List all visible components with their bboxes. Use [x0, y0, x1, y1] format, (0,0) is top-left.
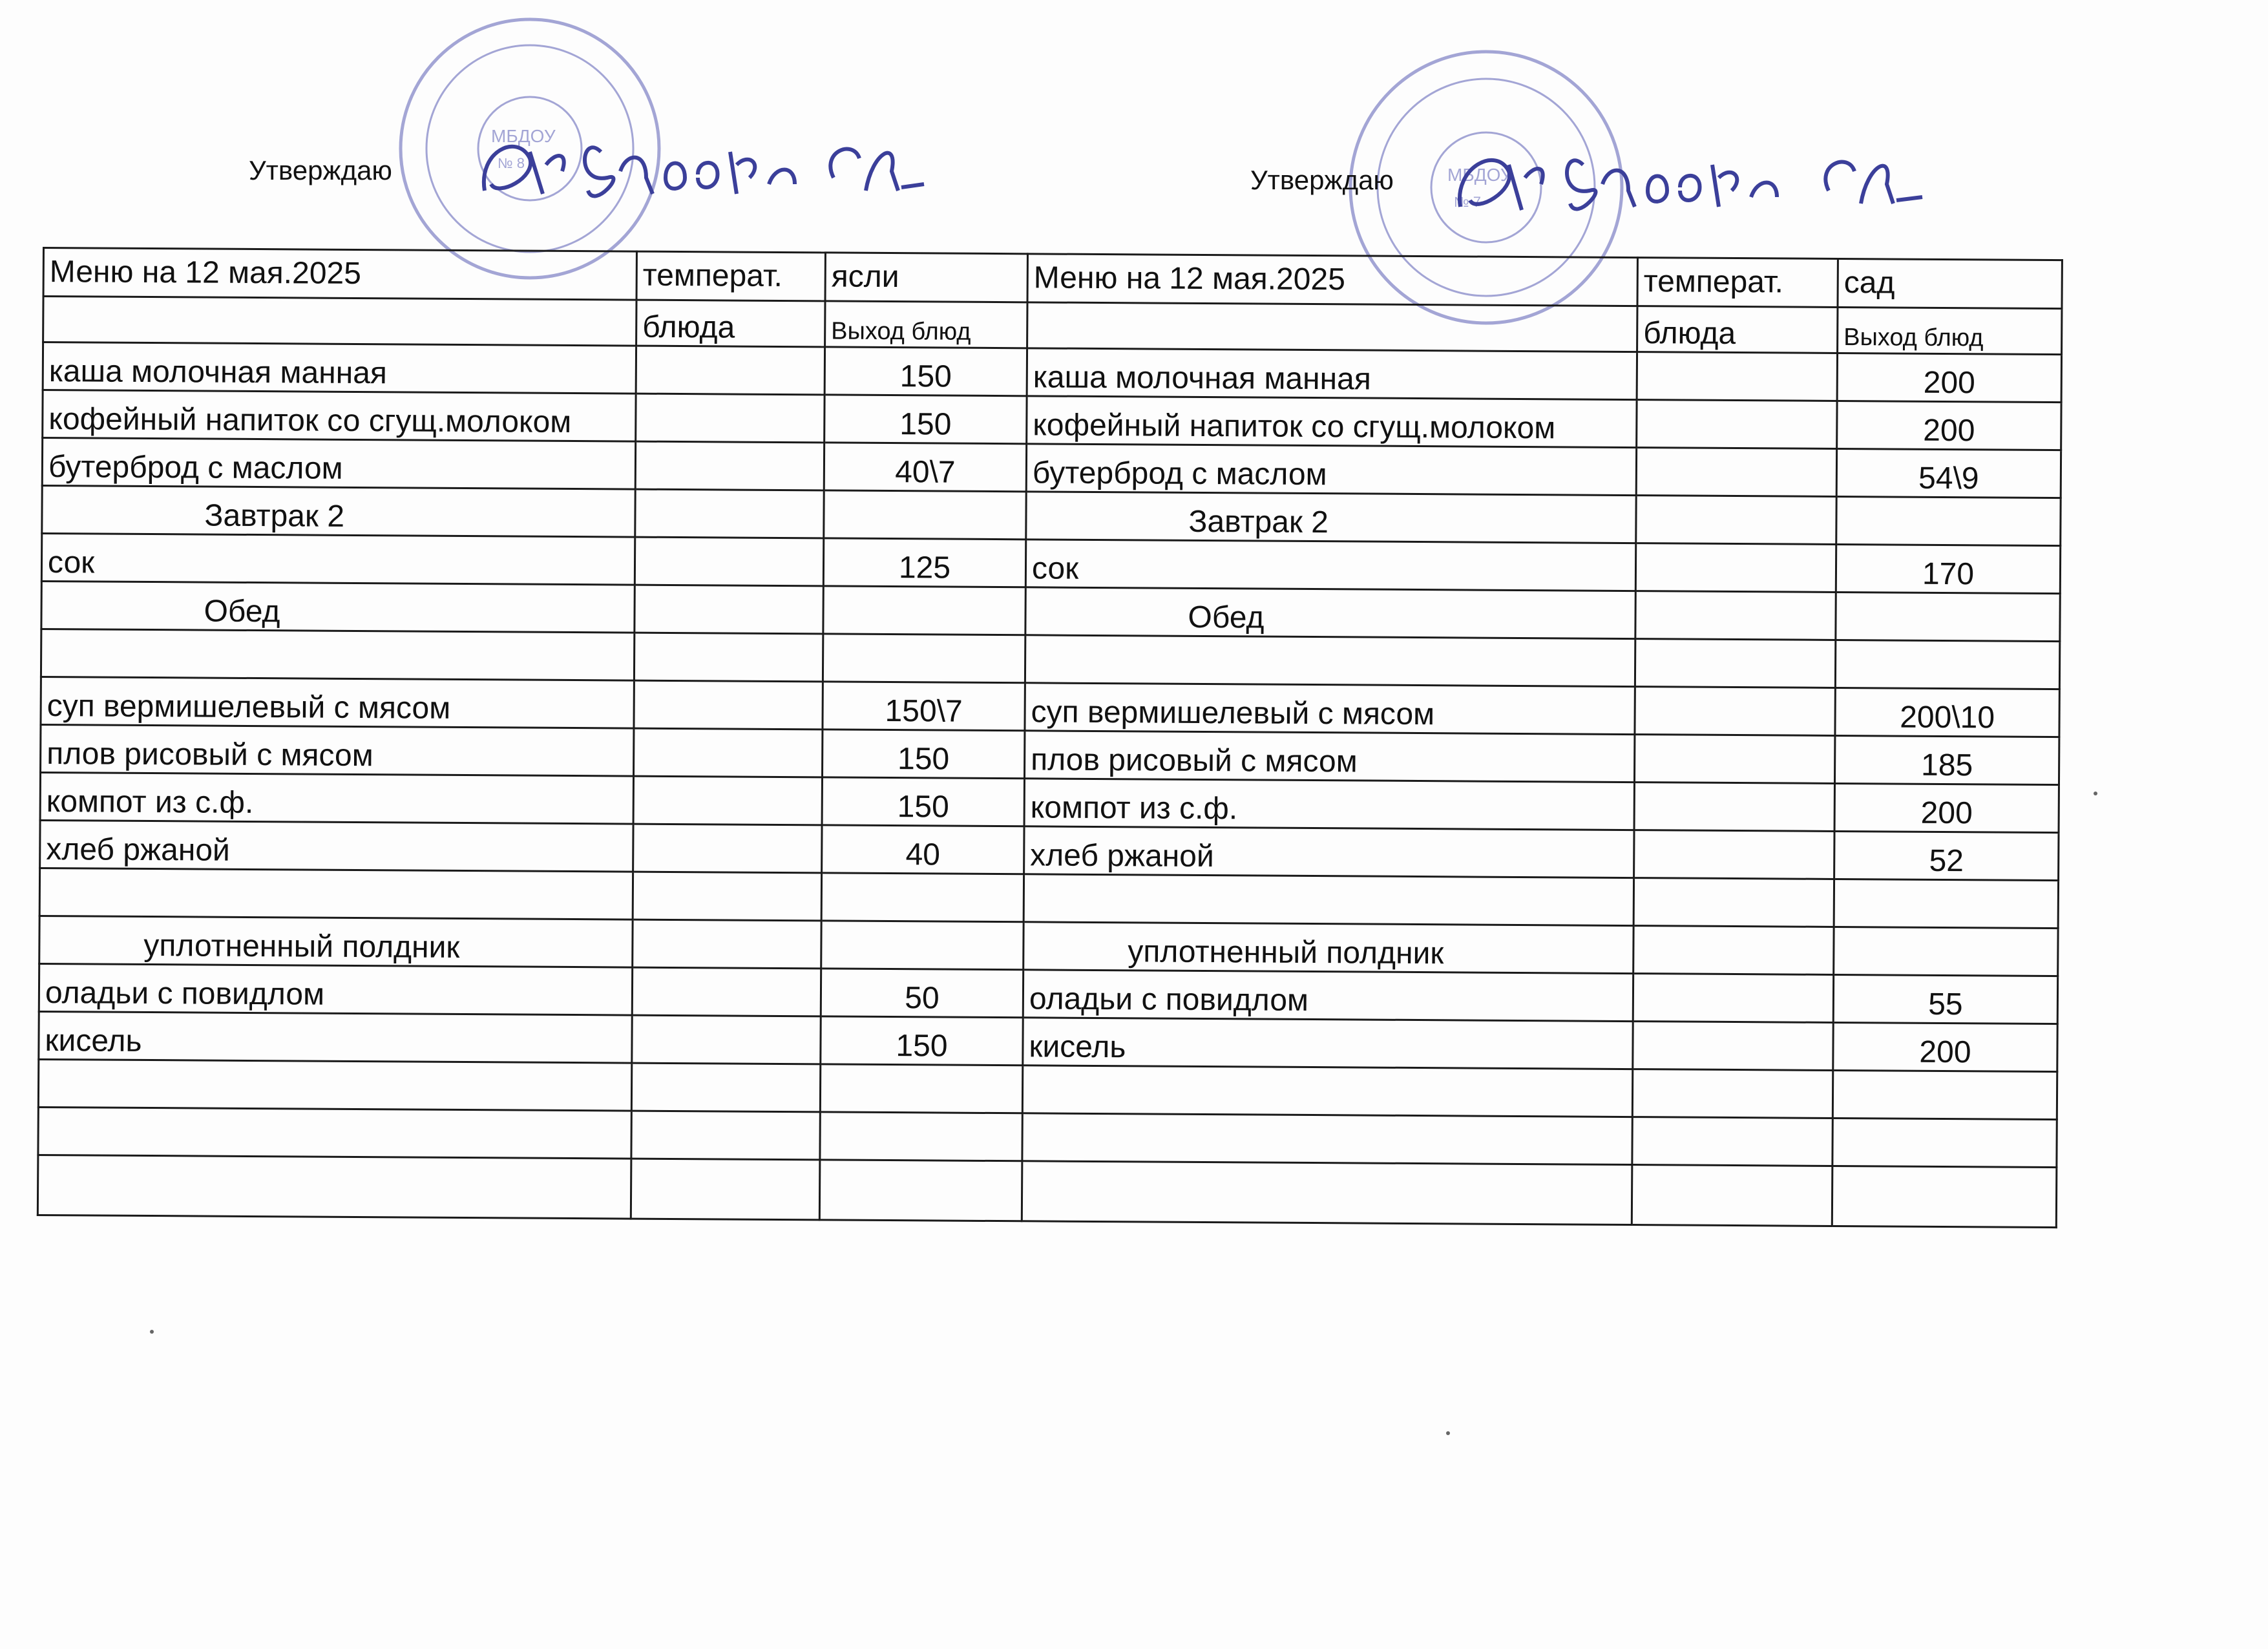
right-dish-temperature: [1633, 1022, 1833, 1071]
left-dish-output: 150\7: [823, 682, 1025, 731]
approve-right-label: Утверждаю: [1250, 165, 1394, 195]
right-dish-name: [1022, 1161, 1632, 1225]
right-dish-output: 185: [1834, 735, 2059, 784]
left-dish-output: 125: [823, 538, 1025, 587]
left-dish-name: [41, 629, 634, 680]
right-dish-temperature: [1636, 448, 1836, 497]
right-dish-output: 200: [1837, 401, 2061, 450]
signature-left: [472, 126, 937, 216]
right-dish-name: бутерброд с маслом: [1026, 444, 1636, 496]
left-dish-name: [38, 1107, 631, 1159]
left-dish-name: [39, 868, 633, 919]
left-dish-output: 50: [821, 969, 1023, 1018]
left-dish-output: 150: [821, 1016, 1023, 1066]
right-dish-name: кисель: [1023, 1018, 1633, 1069]
right-dish-output: 170: [1836, 544, 2060, 593]
right-dish-name: хлеб ржаной: [1024, 826, 1634, 878]
scan-speck: [1446, 1431, 1450, 1435]
left-dish-output: 150: [824, 347, 1027, 396]
right-dish-name: каша молочная манная: [1027, 348, 1637, 400]
right-dish-output: [1836, 496, 2061, 545]
right-dish-name: Завтрак 2: [1026, 492, 1636, 543]
scan-speck: [150, 1330, 154, 1334]
left-dish-output: [821, 873, 1024, 922]
left-dish-name: хлеб ржаной: [40, 820, 633, 872]
right-dish-output: 200: [1833, 1022, 2057, 1071]
left-dish-name: суп вермишелевый с мясом: [41, 677, 634, 728]
left-dish-temperature: [633, 872, 821, 921]
right-dish-temperature: [1634, 830, 1834, 879]
left-dish-name: кисель: [39, 1011, 632, 1063]
left-dish-temperature: [633, 824, 822, 873]
left-dish-temperature: [635, 441, 824, 490]
right-dish-output: [1834, 879, 2058, 928]
left-dish-temperature: [634, 728, 823, 777]
left-dish-output: 40\7: [824, 443, 1026, 492]
left-dish-output: [823, 586, 1025, 635]
right-dish-output: 54\9: [1836, 448, 2061, 498]
left-subheader-blank: [43, 297, 636, 346]
left-dish-temperature: [636, 394, 824, 443]
approve-left-label: Утверждаю: [249, 155, 392, 185]
right-dish-temperature: [1633, 974, 1833, 1023]
left-dish-name: каша молочная манная: [43, 342, 636, 394]
left-dish-output: 150: [824, 395, 1027, 444]
right-dish-output: [1836, 592, 2060, 641]
left-dish-name: кофейный напиток со сгущ.молоком: [43, 390, 636, 442]
svg-text:МБДОУ: МБДОУ: [1447, 165, 1512, 185]
left-dish-temperature: [634, 633, 823, 682]
svg-text:№ 8: № 8: [498, 155, 525, 171]
left-dish-output: [824, 490, 1026, 540]
left-dish-name: бутерброд с маслом: [42, 438, 635, 490]
right-dish-temperature: [1636, 496, 1836, 545]
right-title: Меню на 12 мая.2025: [1027, 254, 1637, 306]
left-dish-temperature: [631, 1159, 820, 1220]
right-dish-name: оладьи с повидлом: [1023, 970, 1633, 1022]
right-temp-header: температ.: [1637, 258, 1838, 308]
left-dish-name: [37, 1155, 631, 1219]
right-dish-name: [1024, 874, 1633, 926]
right-dish-name: сок: [1025, 540, 1635, 591]
table-row: [37, 1155, 2057, 1227]
left-dish-temperature: [632, 967, 821, 1016]
left-dish-temperature: [633, 776, 822, 825]
right-out-subheader: Выход блюд: [1838, 307, 2062, 354]
svg-text:№ 7: № 7: [1454, 194, 1481, 210]
right-dish-temperature: [1632, 1069, 1832, 1119]
right-dish-output: [1832, 1118, 2057, 1167]
left-dish-temperature: [635, 585, 823, 634]
right-dish-temperature: [1635, 639, 1835, 688]
left-dish-temperature: [633, 919, 821, 969]
left-dish-name: Завтрак 2: [42, 486, 635, 538]
right-dish-name: кофейный напиток со сгущ.молоком: [1027, 396, 1637, 448]
left-title: Меню на 12 мая.2025: [43, 248, 636, 300]
right-dish-name: Обед: [1025, 587, 1635, 639]
right-dish-temperature: [1637, 352, 1837, 401]
right-temp-subheader: блюда: [1637, 306, 1838, 353]
right-dish-output: 55: [1833, 974, 2057, 1024]
approve-right: [1250, 165, 1394, 196]
left-dish-name: сок: [41, 534, 635, 585]
left-dish-output: [821, 921, 1024, 970]
right-dish-temperature: [1632, 1117, 1832, 1166]
right-dish-temperature: [1634, 735, 1834, 784]
right-dish-name: [1022, 1066, 1632, 1117]
right-dish-output: [1832, 1166, 2057, 1227]
right-dish-temperature: [1634, 782, 1834, 832]
right-dish-name: суп вермишелевый с мясом: [1025, 683, 1635, 735]
left-temp-header: температ.: [636, 251, 825, 301]
right-dish-output: 52: [1834, 831, 2059, 880]
right-dish-temperature: [1635, 591, 1836, 640]
right-dish-temperature: [1632, 1165, 1832, 1226]
scan-speck: [2094, 792, 2097, 795]
right-dish-temperature: [1633, 926, 1834, 975]
right-dish-name: компот из с.ф.: [1024, 779, 1634, 830]
left-dish-temperature: [635, 537, 823, 586]
left-dish-output: [820, 1112, 1022, 1161]
left-dish-name: плов рисовый с мясом: [41, 724, 634, 776]
right-dish-output: 200: [1834, 783, 2059, 832]
right-dish-name: [1022, 1113, 1632, 1165]
left-dish-temperature: [635, 489, 824, 538]
right-dish-temperature: [1635, 543, 1836, 593]
left-dish-temperature: [631, 1111, 820, 1160]
left-dish-temperature: [631, 1063, 820, 1112]
right-dish-output: [1832, 1070, 2057, 1119]
right-dish-output: 200\10: [1835, 688, 2059, 737]
right-dish-temperature: [1635, 687, 1835, 736]
left-dish-output: [823, 634, 1025, 683]
signature-right: [1447, 136, 1938, 233]
left-dish-temperature: [632, 1015, 821, 1064]
left-dish-output: [819, 1160, 1022, 1221]
left-dish-name: компот из с.ф.: [40, 772, 633, 824]
right-dish-name: плов рисовый с мясом: [1025, 731, 1635, 782]
right-group-header: сад: [1838, 258, 2062, 308]
right-subheader-blank: [1027, 302, 1637, 352]
right-dish-name: уплотненный полдник: [1024, 922, 1633, 974]
right-dish-temperature: [1633, 878, 1834, 927]
menu-table: [37, 247, 2063, 1228]
left-temp-subheader: блюда: [636, 300, 825, 347]
left-dish-name: Обед: [41, 581, 635, 633]
left-dish-output: [820, 1064, 1022, 1113]
left-dish-output: 150: [822, 777, 1024, 826]
left-dish-name: [38, 1059, 631, 1111]
svg-text:МБДОУ: МБДОУ: [491, 126, 556, 146]
left-group-header: ясли: [825, 253, 1027, 302]
left-dish-name: уплотненный полдник: [39, 916, 633, 967]
approve-left: [249, 155, 392, 186]
left-dish-output: 40: [822, 825, 1024, 874]
right-dish-output: 200: [1837, 353, 2061, 402]
left-out-subheader: Выход блюд: [825, 301, 1027, 348]
left-dish-temperature: [634, 680, 823, 730]
right-dish-temperature: [1637, 400, 1837, 449]
right-dish-output: [1835, 640, 2059, 689]
left-dish-name: оладьи с повидлом: [39, 963, 632, 1015]
left-dish-temperature: [636, 346, 824, 395]
right-dish-output: [1834, 927, 2058, 976]
left-dish-output: 150: [823, 730, 1025, 779]
right-dish-name: [1025, 635, 1635, 687]
